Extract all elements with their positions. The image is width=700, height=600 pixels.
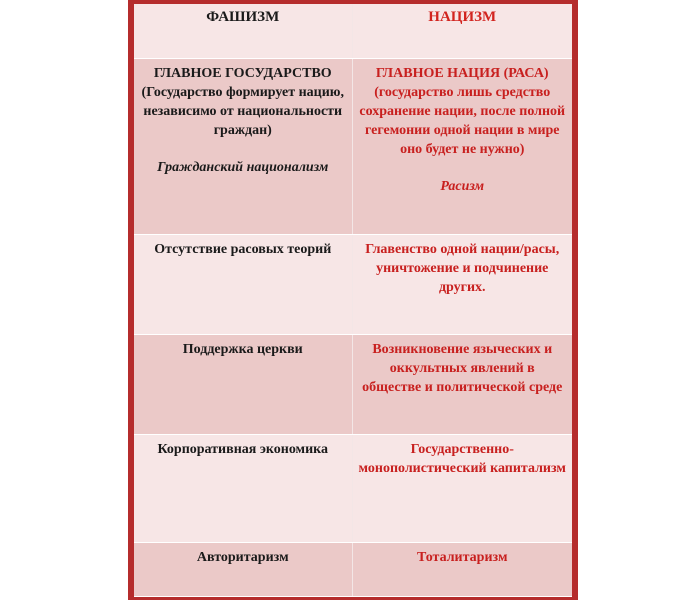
nazism-nation-term: Расизм — [440, 178, 485, 194]
table-row — [134, 542, 572, 596]
cell-nazism-occult — [352, 334, 572, 434]
cell-fascism-state — [134, 58, 352, 234]
table-row — [134, 434, 572, 542]
cell-fascism-regime — [134, 542, 352, 596]
nazism-economy-text: Государственно-монополистический капитализм — [358, 441, 566, 476]
comparison-table — [134, 4, 572, 597]
cell-fascism-race — [134, 234, 352, 334]
header-fascism — [134, 4, 352, 58]
fascism-economy-text: Корпоративная экономика — [157, 441, 329, 457]
table-header-row — [134, 4, 572, 58]
header-fascism-label: ФАШИЗМ — [206, 9, 280, 25]
cell-nazism-race — [352, 234, 572, 334]
fascism-state-term: Гражданский национализм — [157, 159, 329, 175]
nazism-race-text: Главенство одной нации/расы, уничтожение и подчинение других. — [365, 241, 560, 295]
nazism-occult-text: Возникновение языческих и оккультных явлений в обществе и политической среде — [362, 341, 563, 395]
table-row — [134, 234, 572, 334]
fascism-church-text: Поддержка церкви — [182, 341, 303, 357]
table-row — [134, 58, 572, 234]
cell-fascism-economy — [134, 434, 352, 542]
header-nazism-label: НАЦИЗМ — [428, 9, 497, 25]
cell-nazism-economy — [352, 434, 572, 542]
cell-nazism-nation — [352, 58, 572, 234]
fascism-regime-text: Авторитаризм — [196, 549, 289, 565]
cell-fascism-church — [134, 334, 352, 434]
fascism-race-text: Отсутствие расовых теорий — [154, 241, 332, 257]
nazism-regime-text: Тоталитаризм — [417, 549, 508, 565]
header-nazism — [352, 4, 572, 58]
table-row — [134, 334, 572, 434]
nazism-nation-text: ГЛАВНОЕ НАЦИЯ (РАСА) (государство лишь средство сохранение нации, после полной гегемонии одной нации в мире оно будет не нужно) — [359, 65, 566, 157]
fascism-state-text: ГЛАВНОЕ ГОСУДАРСТВО (Государство формирует нацию, независимо от национальности граждан) — [141, 65, 344, 138]
cell-nazism-regime — [352, 542, 572, 596]
